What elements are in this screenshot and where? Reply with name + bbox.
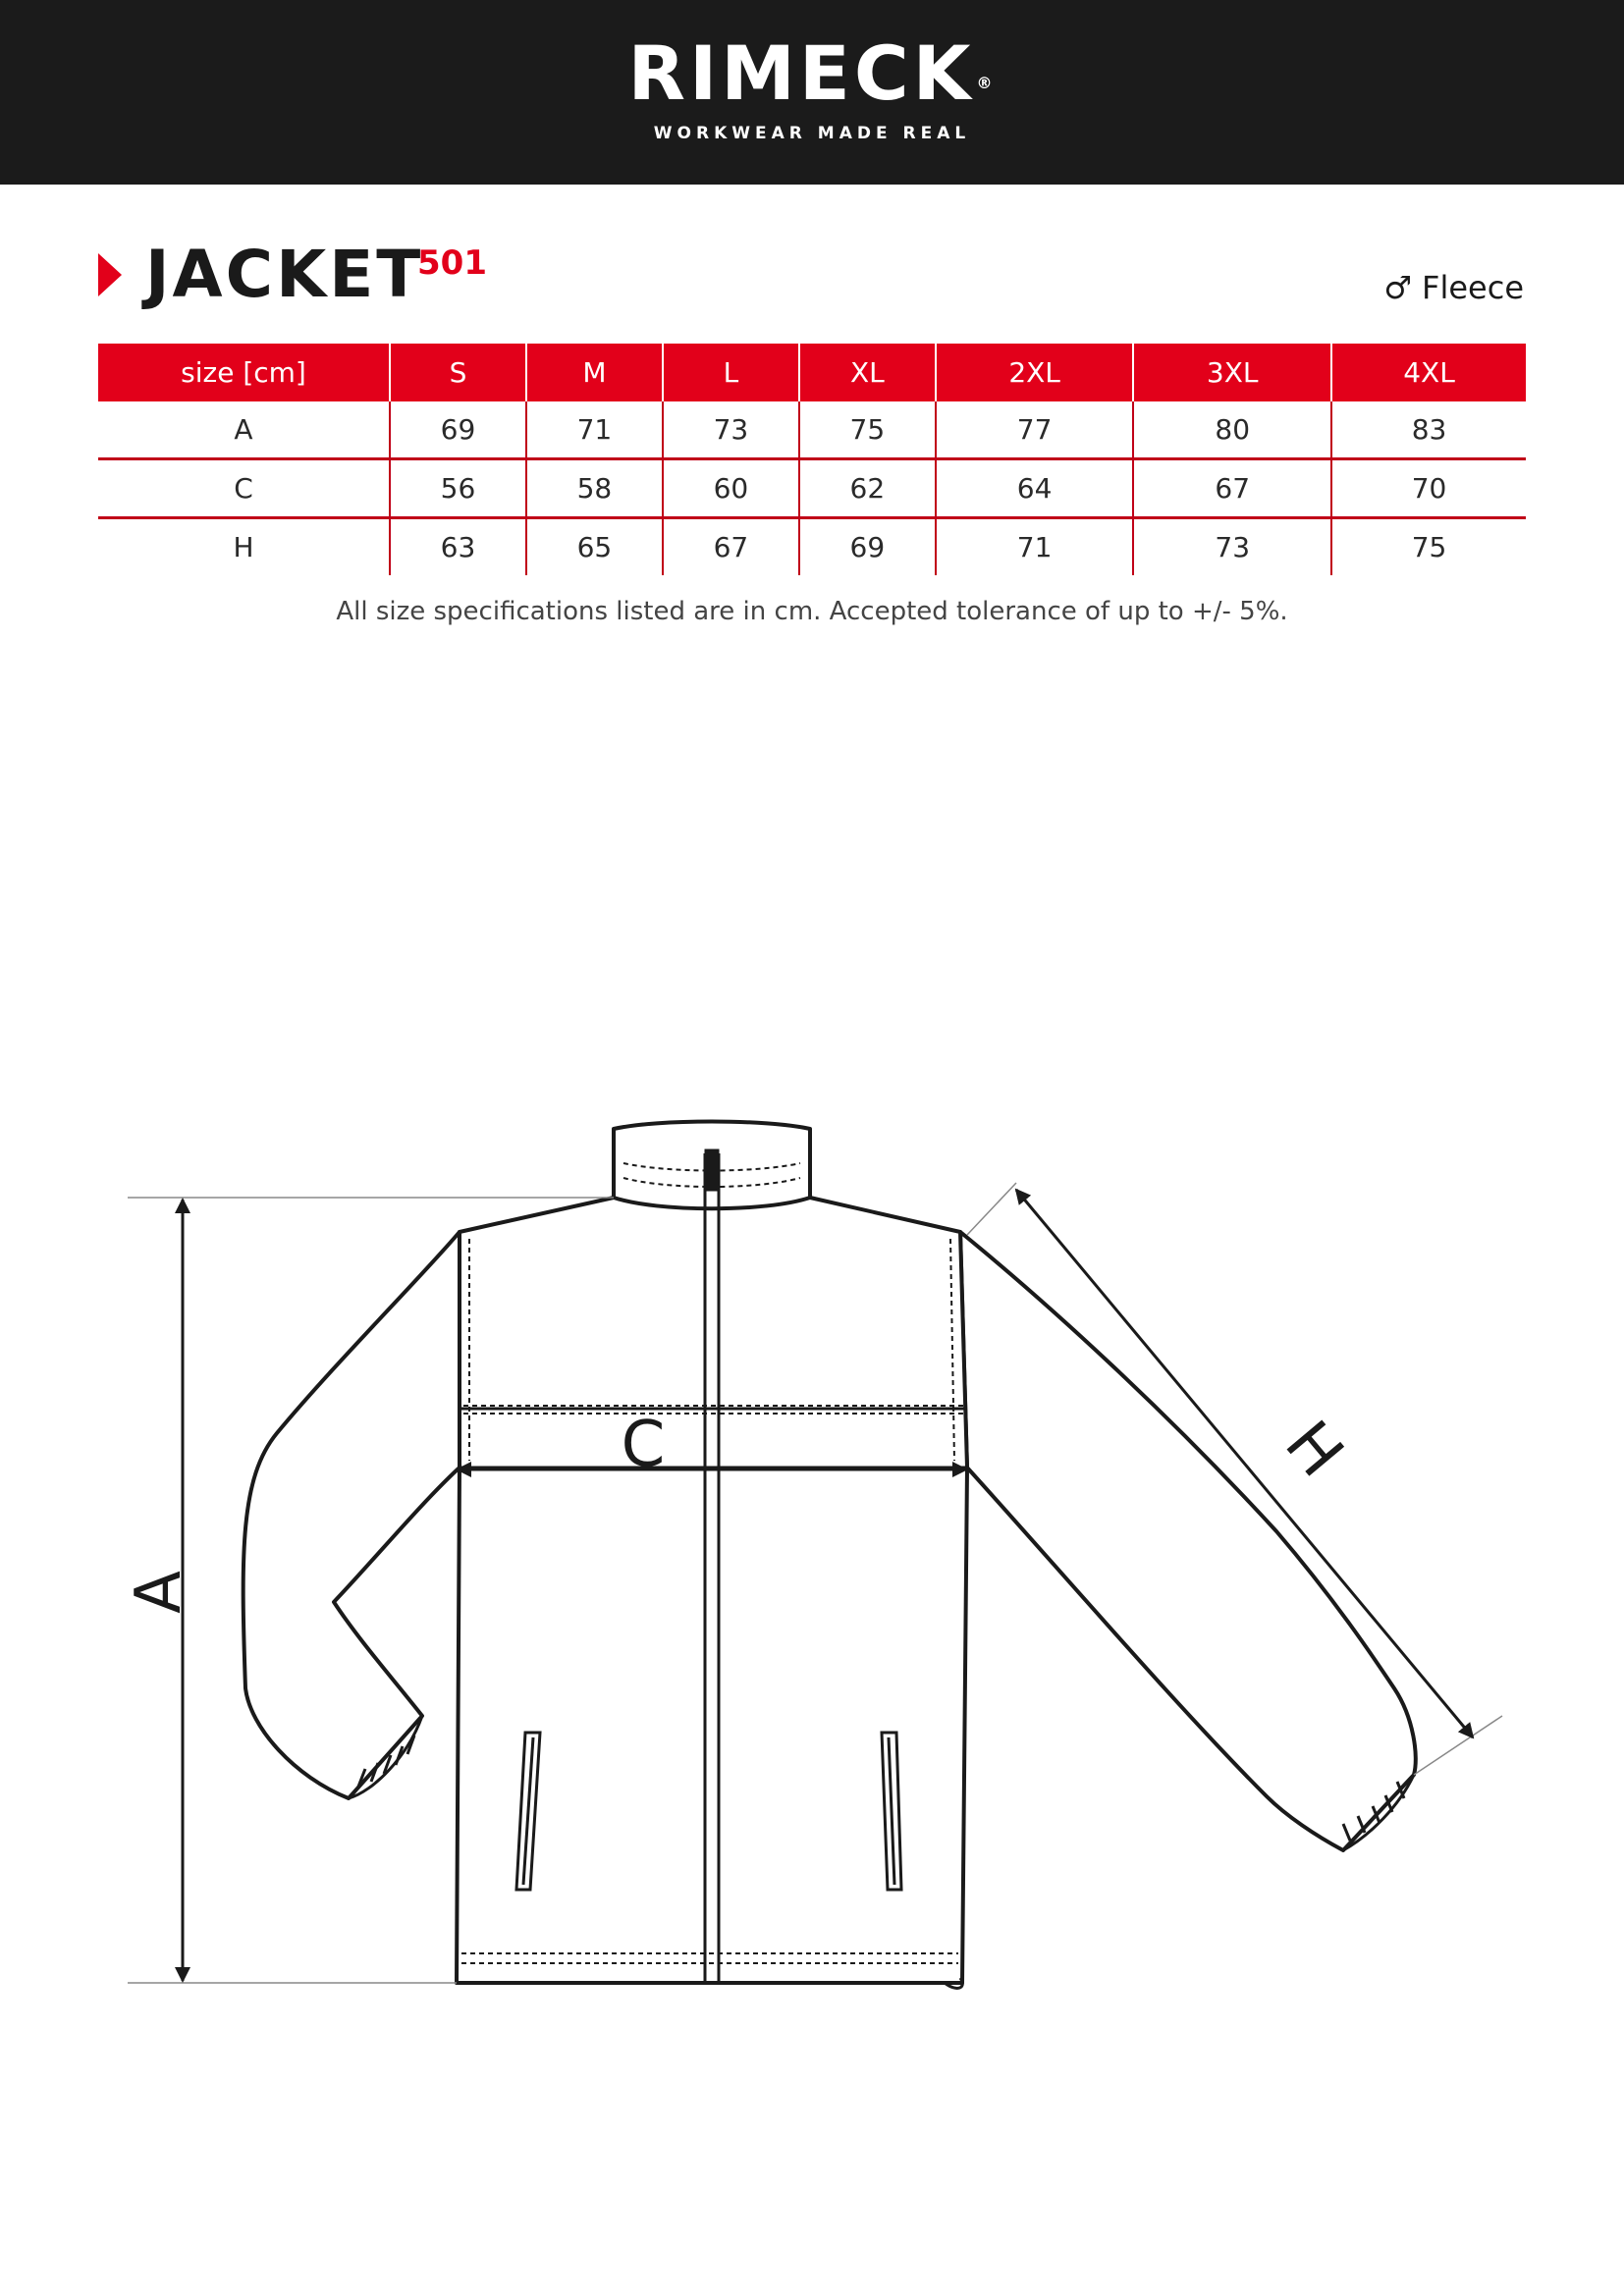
jacket-outline — [244, 1122, 1416, 1984]
product-title: JACKET — [145, 237, 424, 312]
table-cell: 75 — [1411, 531, 1447, 563]
size-header-label: size [cm] — [98, 344, 390, 401]
dimension-label-a: A — [123, 1571, 195, 1614]
size-header: L — [663, 344, 799, 401]
fabric-label: Fleece — [1422, 269, 1524, 306]
table-cell: 65 — [526, 518, 663, 576]
table-cell: 67 — [663, 518, 799, 576]
table-cell: 70 — [1331, 459, 1526, 518]
table-cell: 56 — [390, 459, 526, 518]
table-cell: 75 — [799, 401, 936, 459]
table-cell: 71 — [526, 401, 663, 459]
table-cell: 73 — [1133, 518, 1331, 576]
table-cell: 62 — [799, 459, 936, 518]
tolerance-note: All size specifications listed are in cm. Accepted tolerance of up to +/- 5%. — [336, 597, 1288, 626]
table-cell: 58 — [526, 459, 663, 518]
dimension-label-h: H — [1271, 1408, 1357, 1491]
row-label: A — [98, 401, 390, 459]
table-cell: 63 — [390, 518, 526, 576]
table-cell: 73 — [663, 401, 799, 459]
table-cell: 60 — [663, 459, 799, 518]
size-header: XL — [799, 344, 936, 401]
table-cell: 80 — [1133, 401, 1331, 459]
size-header: 2XL — [936, 344, 1134, 401]
size-header: M — [526, 344, 663, 401]
product-model: 501 — [417, 243, 487, 283]
brand-tagline: WORKWEAR MADE REAL — [653, 124, 971, 143]
table-cell: 83 — [1331, 401, 1526, 459]
table-cell: 69 — [799, 518, 936, 576]
table-cell: 67 — [1133, 459, 1331, 518]
table-cell: 69 — [390, 401, 526, 459]
brand-logo: RIMECK ® — [627, 29, 997, 117]
table-cell: 77 — [936, 401, 1134, 459]
size-header: 4XL — [1331, 344, 1526, 401]
row-label: H — [98, 518, 390, 576]
row-label: C — [98, 459, 390, 518]
size-header: 3XL — [1133, 344, 1331, 401]
table-cell: 71 — [936, 518, 1134, 576]
male-icon: ♂ — [1383, 269, 1413, 306]
table-cell: 64 — [936, 459, 1134, 518]
dimension-label-c: C — [621, 1409, 666, 1481]
size-header: S — [390, 344, 526, 401]
